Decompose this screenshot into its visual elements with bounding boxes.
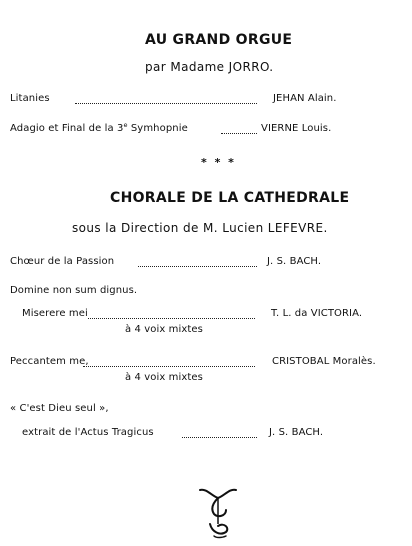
dot-leader — [182, 437, 257, 438]
dot-leader — [88, 318, 255, 319]
composer-vierne: VIERNE Louis. — [261, 123, 332, 134]
piece-title-adagio: Adagio et Final de la 3e Symhopnie — [10, 121, 188, 134]
organ-performer: par Madame JORRO. — [145, 60, 274, 74]
composer-morales: CRISTOBAL Moralès. — [272, 356, 376, 367]
lyre-flourish-icon — [196, 484, 240, 540]
composer-bach-2: J. S. BACH. — [269, 427, 324, 438]
piece-title-dieu-seul: « C'est Dieu seul », — [10, 403, 109, 414]
dot-leader — [221, 133, 257, 134]
piece-title-litanies: Litanies — [10, 93, 50, 104]
composer-jehan: JEHAN Alain. — [273, 93, 337, 104]
organ-heading: AU GRAND ORGUE — [145, 32, 293, 48]
piece-title-miserere: Miserere mei — [22, 308, 88, 319]
composer-victoria: T. L. da VICTORIA. — [271, 308, 363, 319]
section-separator: * * * — [201, 156, 236, 169]
piece-title-domine: Domine non sum dignus. — [10, 285, 138, 296]
choir-heading: CHORALE DE LA CATHEDRALE — [110, 190, 350, 206]
dot-leader — [75, 103, 257, 104]
dot-leader — [83, 366, 255, 367]
composer-bach: J. S. BACH. — [267, 256, 322, 267]
dot-leader — [138, 266, 257, 267]
piece-title-actus: extrait de l'Actus Tragicus — [22, 427, 154, 438]
piece-title-choeur: Chœur de la Passion — [10, 256, 115, 267]
voicing-note: à 4 voix mixtes — [125, 372, 203, 383]
voicing-note: à 4 voix mixtes — [125, 324, 203, 335]
piece-title-peccantem: Peccantem me, — [10, 356, 89, 367]
choir-director: sous la Direction de M. Lucien LEFEVRE. — [72, 221, 328, 235]
